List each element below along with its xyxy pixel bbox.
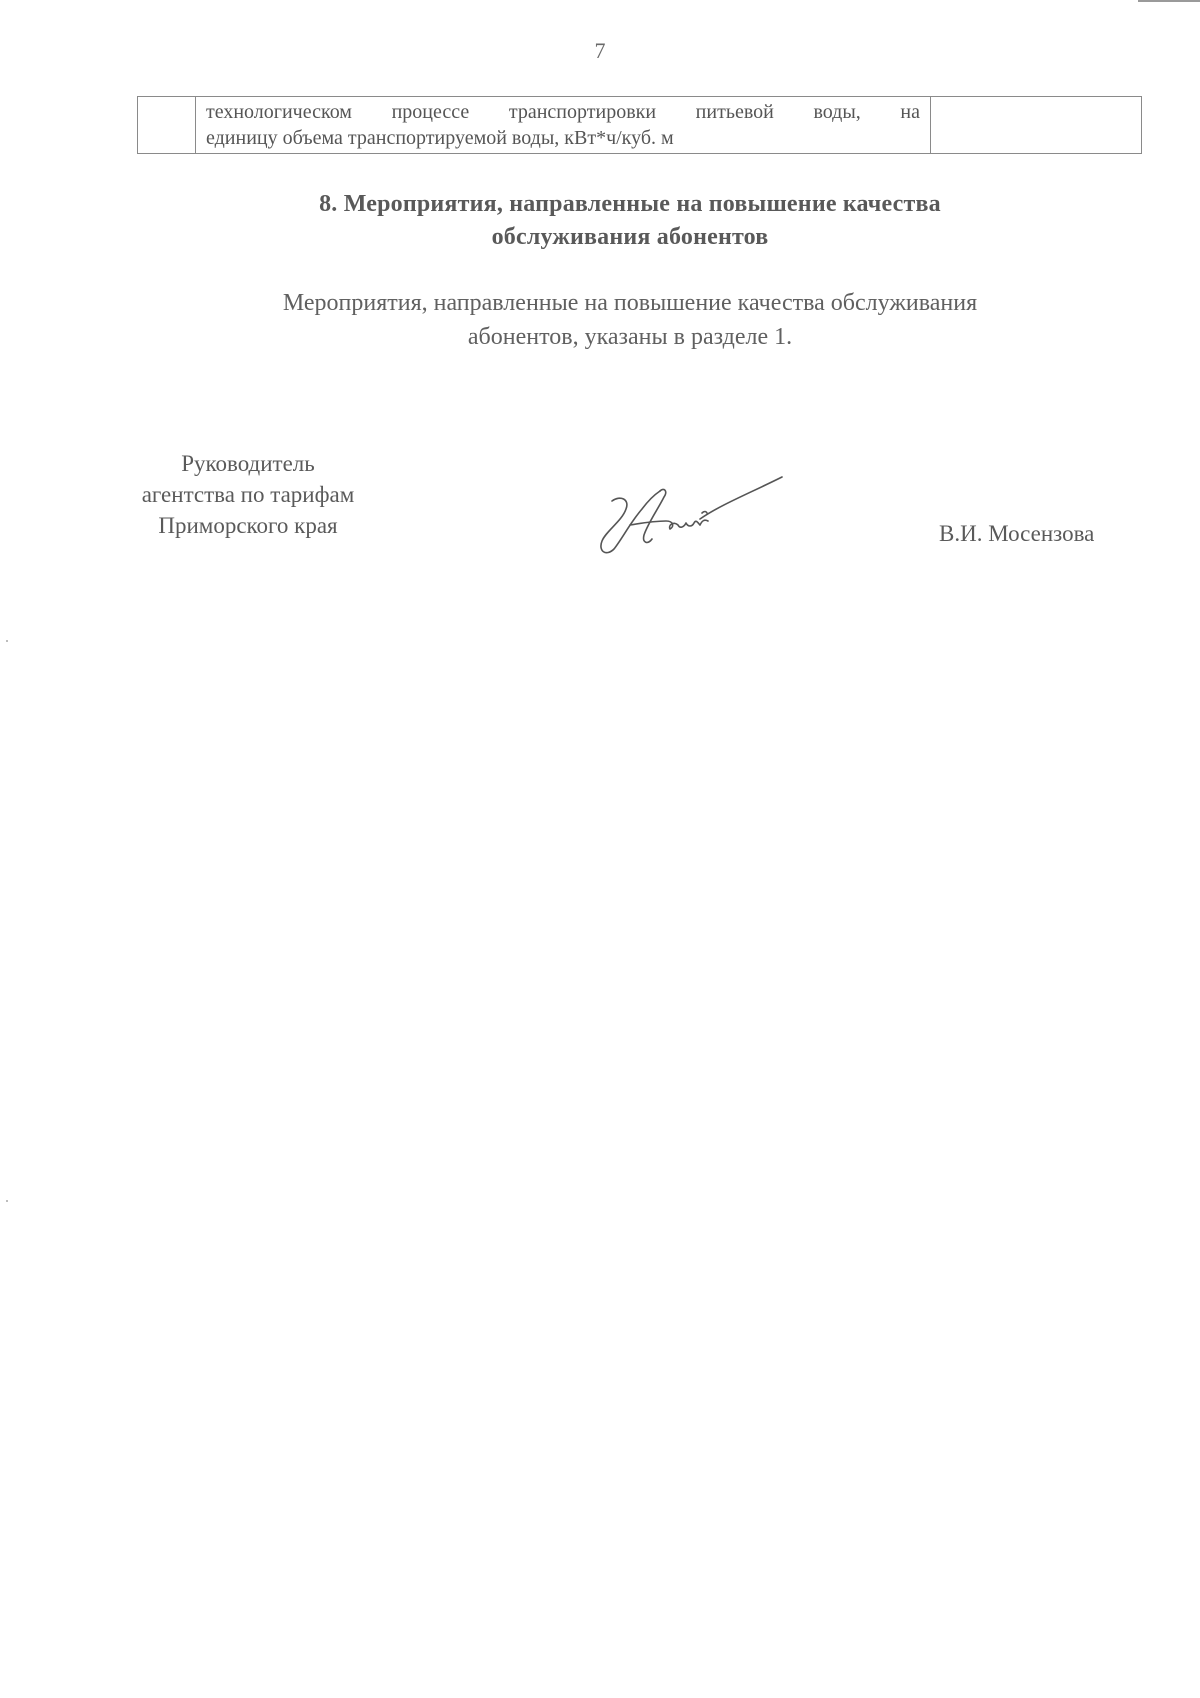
table-row: [138, 97, 1142, 154]
section-paragraph-line: абонентов, указаны в разделе 1.: [467, 324, 793, 350]
table-cell-number: [138, 97, 196, 154]
scan-edge-dot: [6, 640, 8, 642]
signer-title-line: Руководитель: [181, 451, 315, 476]
section-paragraph: [0, 286, 1200, 354]
table-cell-value: [931, 97, 1142, 154]
table-cell-indicator: [196, 97, 931, 154]
signer-title-line: Приморского края: [158, 513, 338, 538]
continued-table: [137, 96, 1142, 154]
section-heading: [0, 188, 1200, 254]
section-heading-line: 8. Мероприятия, направленные на повышение качества: [319, 191, 941, 217]
section-paragraph-line: Мероприятия, направленные на повышение качества обслуживания: [282, 290, 978, 316]
signer-title: [112, 448, 384, 541]
section-heading-line: обслуживания абонентов: [491, 224, 769, 250]
signer-name: В.И. Мосензова: [939, 521, 1095, 546]
scan-edge-mark: [1138, 0, 1200, 2]
signer-title-line: агентства по тарифам: [141, 482, 355, 507]
table-cell-line: технологическом процессе транспортировки питьевой воды, на: [206, 101, 920, 123]
page-number: 7: [594, 38, 606, 63]
scan-edge-dot: [6, 1200, 8, 1202]
table-cell-line: единицу объема транспортируемой воды, кВт*ч/куб. м: [206, 127, 674, 149]
handwritten-signature: [590, 465, 790, 565]
